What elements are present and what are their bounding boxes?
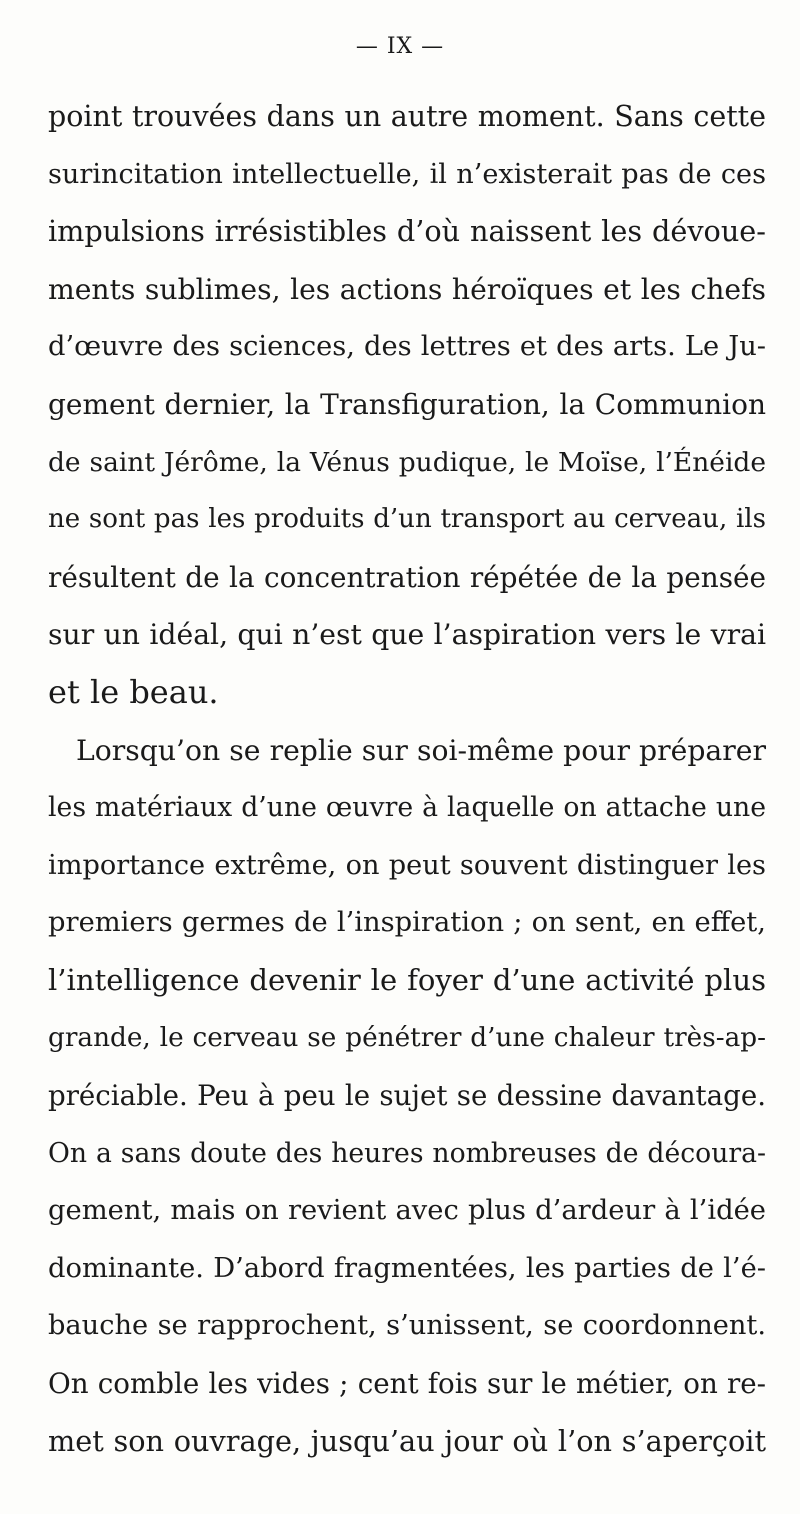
- paragraph-2: [48, 722, 766, 1471]
- text-line: met son ouvrage, jusqu’au jour où l’on s’aperçoit: [48, 1423, 766, 1458]
- text-line: et le beau.: [48, 672, 219, 711]
- text-line: l’intelligence devenir le foyer d’une activité plus: [48, 962, 766, 997]
- text-line: impulsions irrésistibles d’où naissent les dévoue-: [48, 214, 766, 249]
- text-line: préciable. Peu à peu le sujet se dessine davantage.: [48, 1079, 766, 1113]
- paragraph-1: [48, 88, 766, 722]
- text-line: ne sont pas les produits d’un transport au cerveau, ils: [48, 504, 766, 535]
- text-line: surincitation intellectuelle, il n’existerait pas de ces: [48, 158, 766, 190]
- page-number: — IX —: [355, 34, 445, 59]
- text-line: sur un idéal, qui n’est que l’aspiration vers le vrai: [48, 618, 766, 652]
- text-line: On a sans doute des heures nombreuses de découra-: [48, 1137, 766, 1169]
- text-line: bauche se rapprochent, s’unissent, se coordonnent.: [48, 1310, 766, 1342]
- text-line: les matériaux d’une œuvre à laquelle on attache une: [48, 792, 766, 824]
- text-line: dominante. D’abord fragmentées, les parties de l’é-: [48, 1252, 766, 1284]
- text-line: gement dernier, la Transfiguration, la Communion: [48, 387, 766, 421]
- text-line: résultent de la concentration répétée de la pensée: [48, 560, 766, 594]
- text-line: de saint Jérôme, la Vénus pudique, le Moïse, l’Énéide: [48, 446, 766, 478]
- text-line: d’œuvre des sciences, des lettres et des arts. Le Ju-: [48, 331, 766, 363]
- text-line: Lorsqu’on se replie sur soi-même pour préparer: [76, 733, 766, 767]
- text-line: premiers germes de l’inspiration ; on sent, en effet,: [48, 907, 766, 939]
- text-line: gement, mais on revient avec plus d’ardeur à l’idée: [48, 1195, 766, 1227]
- text-line: point trouvées dans un autre moment. Sans cette: [48, 100, 766, 133]
- text-line: grande, le cerveau se pénétrer d’une chaleur très-ap-: [48, 1022, 766, 1053]
- body-text: [48, 88, 766, 1470]
- text-line: importance extrême, on peut souvent distinguer les: [48, 849, 766, 881]
- text-line: On comble les vides ; cent fois sur le métier, on re-: [48, 1367, 766, 1401]
- text-line: ments sublimes, les actions héroïques et les chefs: [48, 272, 766, 306]
